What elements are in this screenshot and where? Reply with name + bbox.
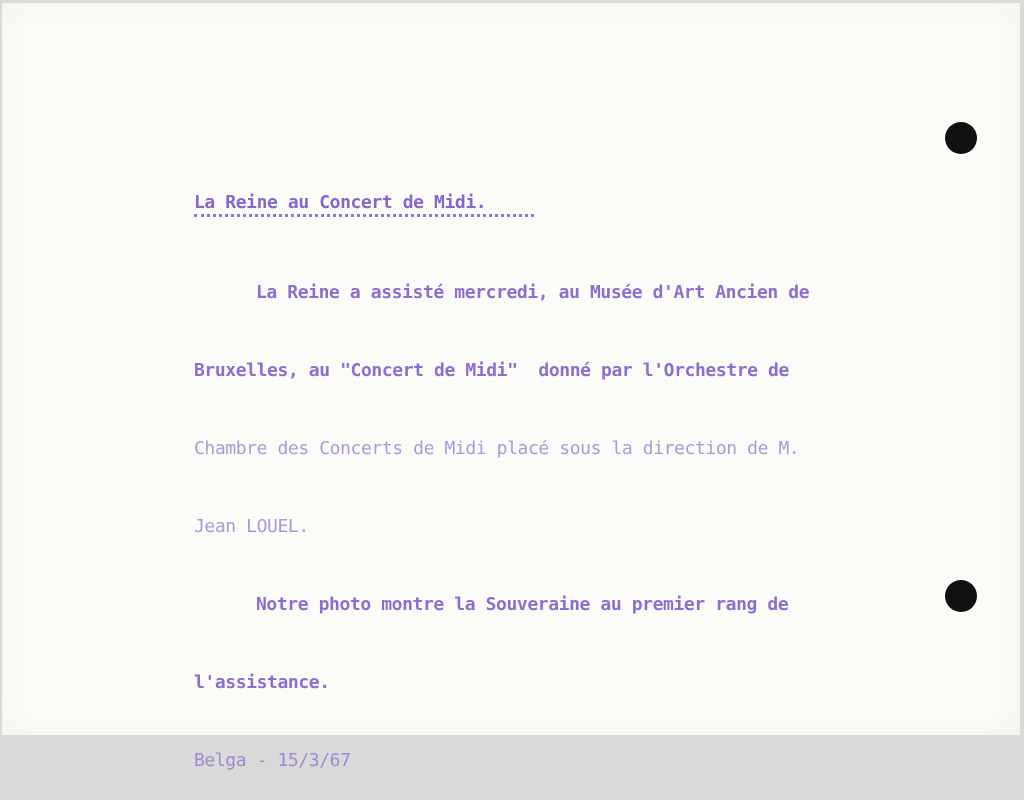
- caption-body: [194, 228, 809, 800]
- caption-line-4: Jean LOUEL.: [194, 516, 309, 537]
- caption-line-5: Notre photo montre la Souveraine au premier rang de: [256, 594, 789, 615]
- caption-line-1: La Reine a assisté mercredi, au Musée d'Art Ancien de: [256, 282, 810, 303]
- caption-line-6: l'assistance.: [194, 672, 330, 693]
- caption-credit-date: Belga - 15/3/67: [194, 750, 351, 771]
- caption-line-2: Bruxelles, au "Concert de Midi" donné par l'Orchestre de: [194, 360, 789, 381]
- punch-hole-top: [945, 122, 977, 154]
- title-underline: [194, 214, 534, 221]
- punch-hole-bottom: [945, 580, 977, 612]
- caption-line-3: Chambre des Concerts de Midi placé sous la direction de M.: [194, 438, 800, 459]
- caption-title: La Reine au Concert de Midi.: [194, 192, 487, 213]
